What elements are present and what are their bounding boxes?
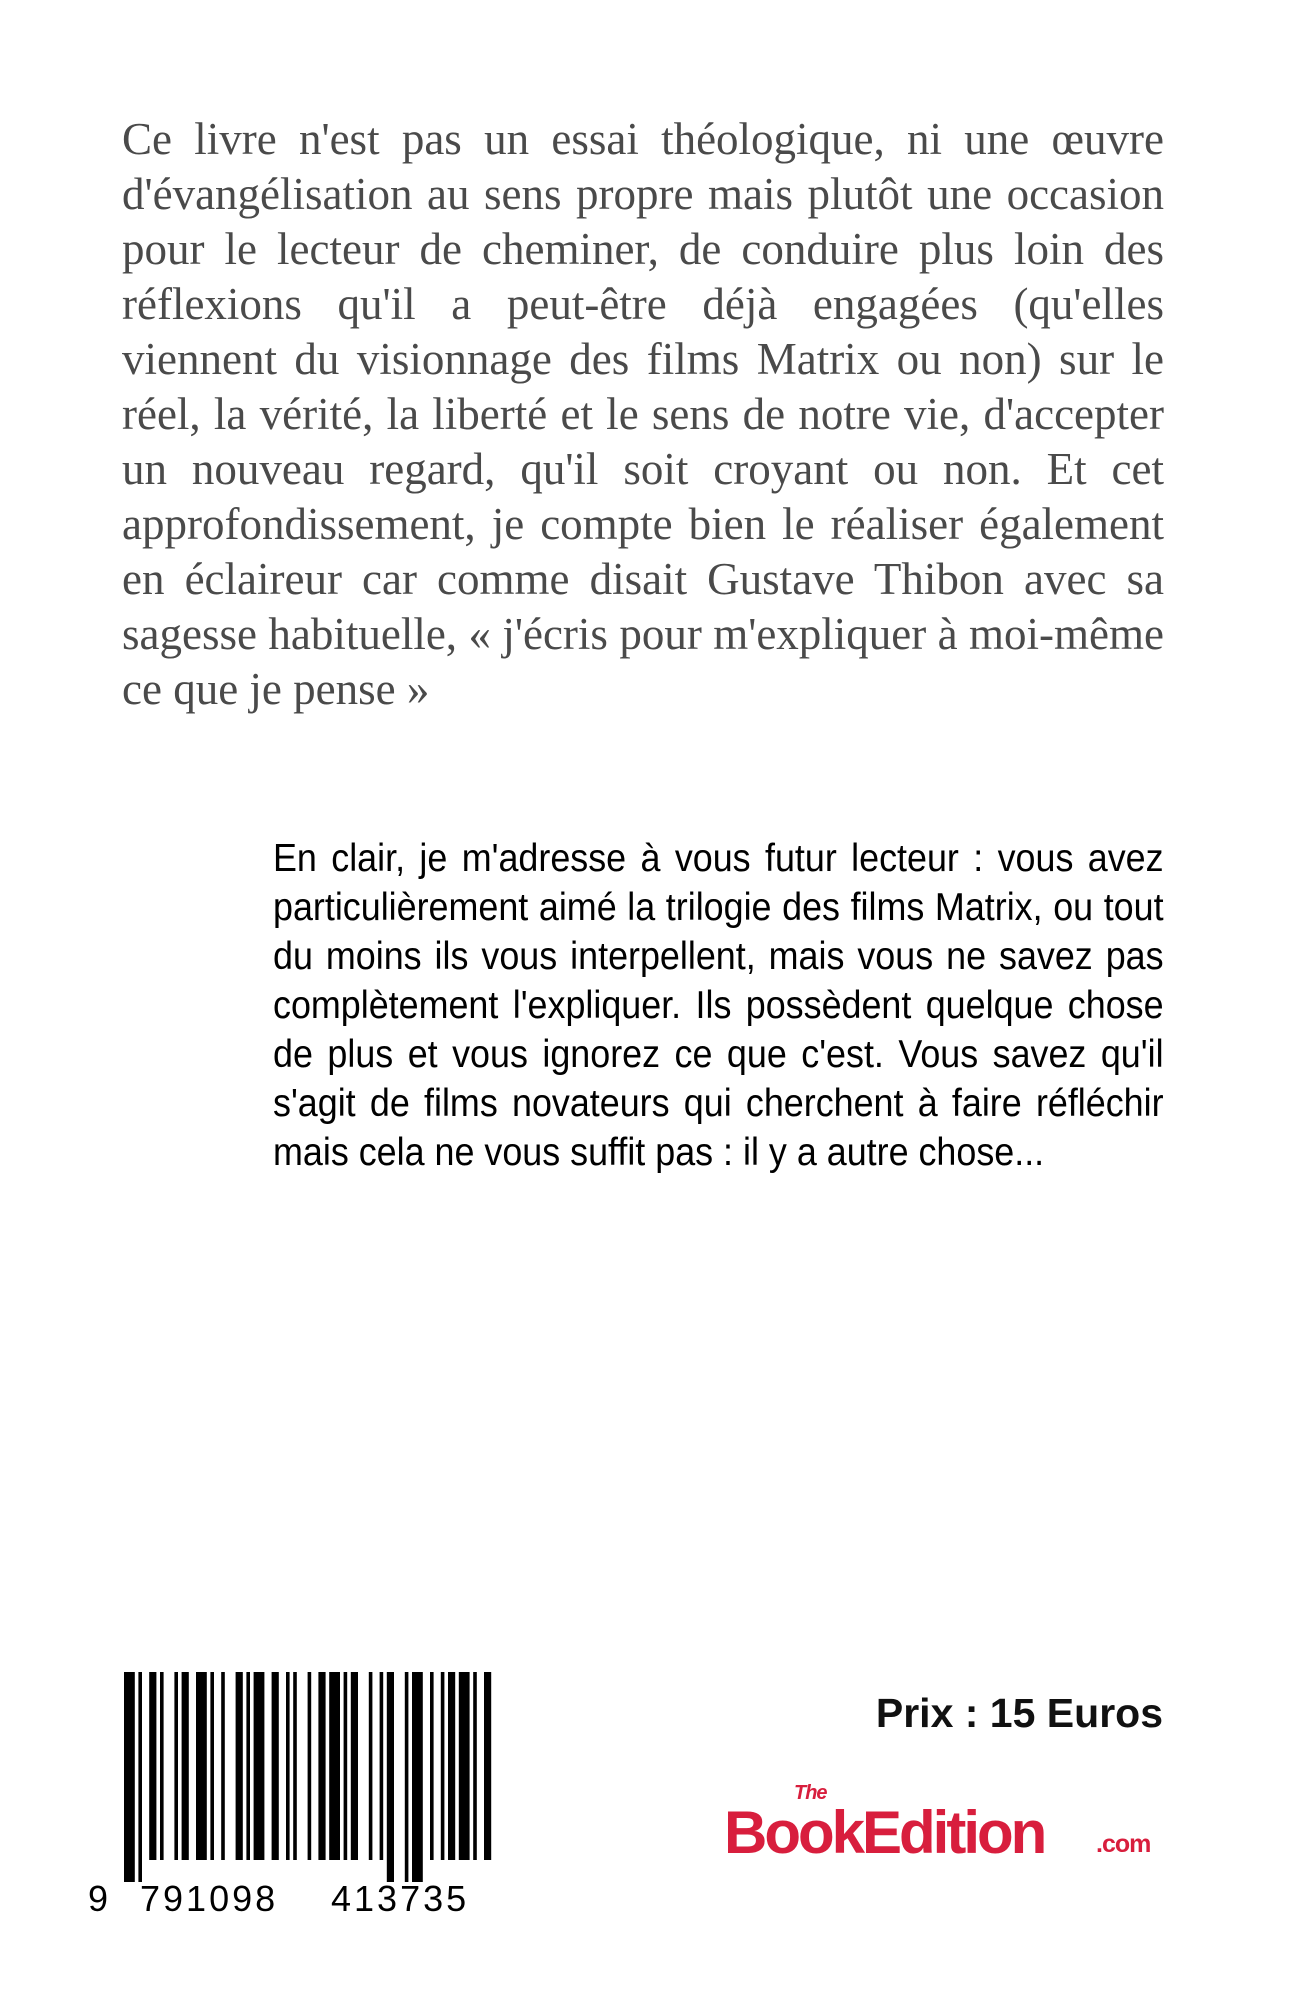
barcode-bar [246,1672,250,1860]
barcode-bar [124,1672,135,1882]
barcode-bar [380,1672,384,1860]
barcode-bar [448,1672,455,1860]
logo-suffix: .com [1096,1830,1151,1858]
barcode-bar [160,1672,164,1860]
barcode-bar [344,1672,348,1860]
barcode-digits-left: 791098 [140,1878,279,1919]
price-label: Prix : 15 Euros [875,1690,1163,1736]
barcode-bar [412,1672,423,1882]
barcode-bar [293,1672,297,1860]
barcode-bar [210,1672,214,1860]
barcode-bar [236,1672,243,1860]
publisher-logo [724,1782,1168,1870]
barcode-bar [369,1672,373,1860]
back-cover-paragraph-2: En clair, je m'adresse à vous futur lecteur : vous avez particulièrement aimé la trilogie des films Matrix, ou tout du moins ils vous interpellent, mais vous ne savez pas complètement l'expliquer. Ils possèdent quelque chose de plus et vous ignorez ce que c'est. Vous savez qu'il s'agit de films novateurs qui cherchent à faire réfléchir mais cela ne vous suffit pas : il y a autre chose... [273,837,1164,1174]
barcode-digits-right: 413735 [331,1878,470,1919]
barcode-bar [441,1672,445,1860]
barcode-bar [196,1672,207,1860]
barcode-bar [221,1672,225,1860]
barcode-bar [272,1672,279,1860]
barcode-bars [88,1672,498,1882]
barcode-bar [138,1672,142,1882]
barcode-bar [405,1672,409,1882]
barcode-bar [459,1672,470,1860]
barcode-bar [318,1672,325,1860]
barcode-bar [149,1672,156,1860]
barcode-bar [308,1672,312,1860]
barcode-bar [473,1672,477,1860]
logo-name: BookEdition [724,1799,1045,1866]
barcode-bar [182,1672,189,1860]
barcode-bar [484,1672,491,1860]
barcode-bar [387,1672,394,1882]
logo-the: The [794,1782,827,1804]
barcode-digit-first: 9 [88,1878,112,1919]
barcode-bar [329,1672,340,1860]
back-cover-paragraph-1: Ce livre n'est pas un essai théologique, ni une œuvre d'évangélisation au sens propre mais plutôt une occasion pour le lecteur de cheminer, de conduire plus loin des réflexions qu'il a peut-être déjà engagées (qu'elles viennent du visionnage des films Matrix ou non) sur le réel, la vérité, la liberté et le sens de notre vie, d'accepter un nouveau regard, qu'il soit croyant ou non. Et cet approfondissement, je compte bien le réaliser également en éclaireur car comme disait Gustave Thibon avec sa sagesse habituelle, « j'écris pour m'expliquer à moi-même ce que je pense » [122,114,1164,714]
barcode-bar [286,1672,290,1860]
barcode-bar [430,1672,434,1860]
barcode-bar [174,1672,178,1860]
barcode-bar [351,1672,358,1860]
barcode-bar [254,1672,265,1860]
